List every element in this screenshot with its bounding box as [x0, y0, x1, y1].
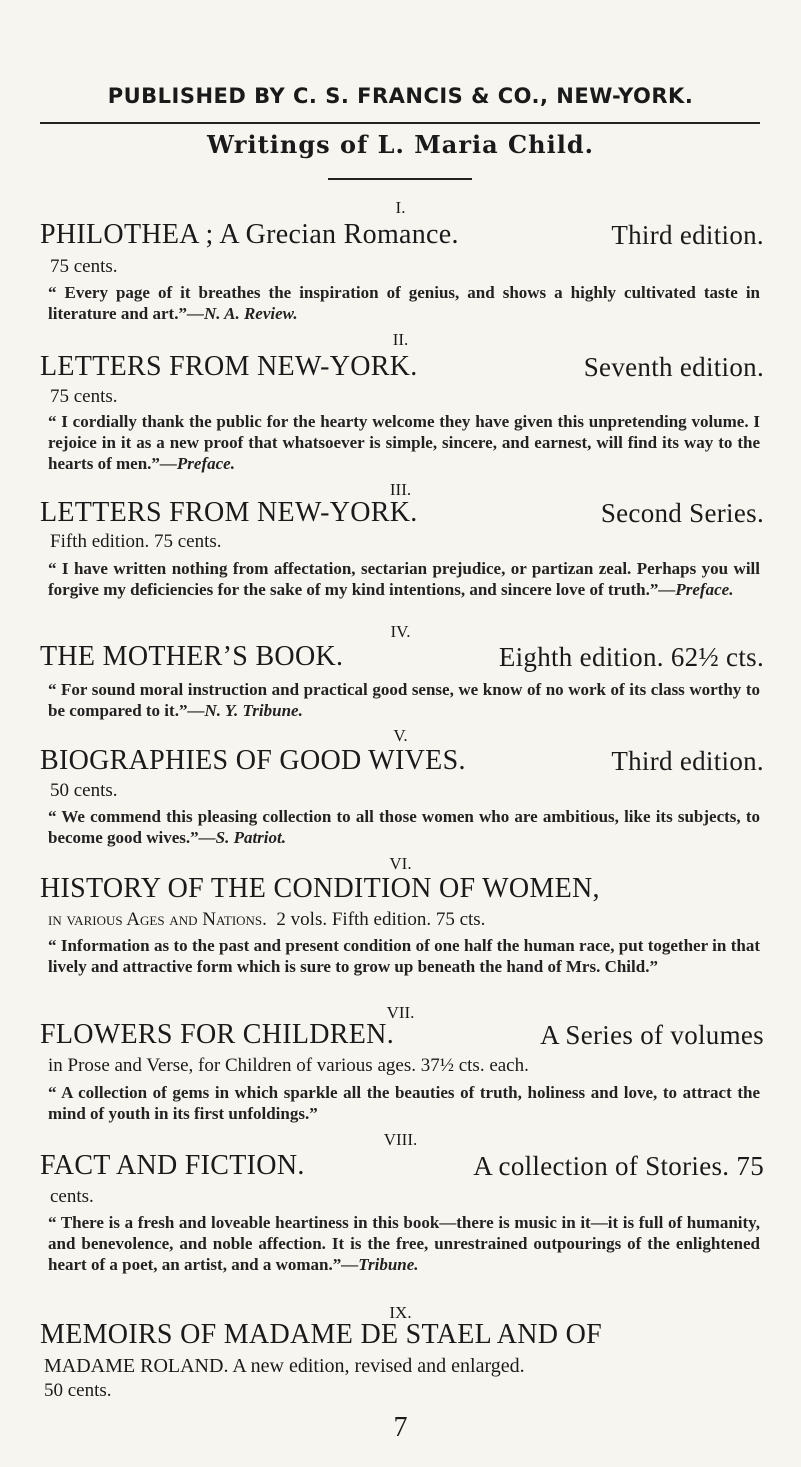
entry-quote [48, 558, 760, 600]
entry-title-line [40, 352, 764, 382]
entry-title-line [40, 220, 764, 250]
entry-title-line [40, 642, 764, 672]
entry-number: VI. [389, 854, 412, 873]
entry-number: IV. [390, 622, 411, 641]
quote-text: “ There is a fresh and loveable heartiness in this book—there is music in it—it is full of humanity, and benevolence, and noble affection. It is the free, unrestrained outpourings of the enlightened heart of a poet, an artist, and a woman.” [48, 1213, 760, 1274]
quote-source: —Preface. [159, 454, 235, 473]
page-heading: Writings of L. Maria Child. [207, 130, 594, 159]
entry-quote [48, 935, 760, 977]
entry-title: FACT AND FICTION. [40, 1150, 305, 1181]
entry-title: LETTERS FROM NEW-YORK. [40, 497, 418, 528]
entry-number: VII. [386, 1003, 415, 1022]
entry-edition: Third edition. [611, 220, 764, 250]
publisher-line: PUBLISHED BY C. S. FRANCIS & CO., NEW-YORK. [107, 84, 694, 108]
quote-text: “ For sound moral instruction and practical good sense, we know of no work of its class worthy to be compared to it.” [48, 680, 760, 720]
quote-text: “ We commend this pleasing collection to all those women who are ambitious, like its subjects, to become good wives.” [48, 807, 760, 847]
entry-price: 75 cents. [50, 386, 118, 407]
quote-source: —Tribune. [341, 1255, 419, 1274]
quote-source: —N. A. Review. [186, 304, 298, 323]
entry-title: HISTORY OF THE CONDITION OF WOMEN, [40, 873, 600, 904]
entry-edition: Seventh edition. [583, 352, 764, 382]
entry-quote [48, 1082, 760, 1124]
entry-quote [48, 806, 760, 848]
entry-title-line [40, 1020, 764, 1050]
quote-text: “ Information as to the past and present condition of one half the human race, put together in that lively and attractive form which is sure to grow up beneath the hand of Mrs. Child.” [48, 936, 760, 976]
quote-source: —Preface. [658, 580, 734, 599]
entry-edition: Third edition. [611, 746, 764, 776]
quote-text: “ A collection of gems in which sparkle all the beauties of truth, holiness and love, to attract the mind of youth in its first unfoldings.” [48, 1083, 760, 1123]
heading-rule [328, 178, 472, 180]
quote-source: —N. Y. Tribune. [187, 701, 303, 720]
entry-title: MEMOIRS OF MADAME DE STAEL AND OF [40, 1319, 602, 1350]
entry-quote [48, 679, 760, 721]
entry-price: 50 cents. [44, 1380, 112, 1401]
entry-quote [48, 282, 760, 324]
entry-title-line [40, 498, 764, 528]
entry-price: cents. [50, 1186, 94, 1207]
entry-number: III. [389, 480, 412, 499]
entry-number: I. [395, 198, 406, 217]
entry-price: Fifth edition. 75 cents. [50, 531, 222, 552]
entry-price: 75 cents. [50, 256, 118, 277]
entry-number: II. [392, 330, 409, 349]
entry-edition: A collection of Stories. 75 [473, 1151, 764, 1181]
quote-text: “ Every page of it breathes the inspiration of genius, and shows a highly cultivated taste in literature and art.” [48, 283, 760, 323]
entry-title: PHILOTHEA ; A Grecian Romance. [40, 219, 459, 250]
entry-edition: Second Series. [600, 498, 764, 528]
entry-edition: A Series of volumes [540, 1020, 764, 1050]
entry-quote [48, 411, 760, 474]
entry-title-line [40, 1320, 764, 1350]
entry-subtitle: MADAME ROLAND. A new edition, revised and enlarged. [44, 1355, 525, 1377]
entry-edition: 2 vols. Fifth edition. 75 cts. [276, 909, 486, 930]
entry-price: 50 cents. [50, 780, 118, 801]
entry-title-line [40, 746, 764, 776]
entry-title-line [40, 1151, 764, 1181]
entry-subtitle: in Prose and Verse, for Children of various ages. 37½ cts. each. [48, 1055, 529, 1076]
page-number: 7 [393, 1412, 408, 1443]
quote-text: “ I have written nothing from affectation, sectarian prejudice, or partizan zeal. Perhaps you will forgive my deficiencies for the sake of my kind intentions, and sincere love of truth.” [48, 559, 760, 599]
entry-title: FLOWERS FOR CHILDREN. [40, 1019, 394, 1050]
entry-number: IX. [389, 1303, 412, 1322]
quote-text: “ I cordially thank the public for the hearty welcome they have given this unpretending volume. I rejoice in it as a new proof that whatsoever is simple, sincere, and earnest, will find its way to the hearts of men.” [48, 412, 760, 473]
entry-title-line [40, 874, 764, 904]
entry-title: BIOGRAPHIES OF GOOD WIVES. [40, 745, 466, 776]
entry-subtitle: in various Ages and Nations. [48, 909, 267, 930]
entry-quote [48, 1212, 760, 1275]
entry-edition: Eighth edition. 62½ cts. [498, 642, 764, 672]
entry-number: V. [393, 726, 408, 745]
entry-title: LETTERS FROM NEW-YORK. [40, 351, 418, 382]
entry-subtitle-line [48, 909, 485, 931]
quote-source: —S. Patriot. [198, 828, 286, 847]
entry-title: THE MOTHER’S BOOK. [40, 641, 344, 672]
entry-number: VIII. [383, 1130, 418, 1149]
top-rule [40, 122, 760, 124]
